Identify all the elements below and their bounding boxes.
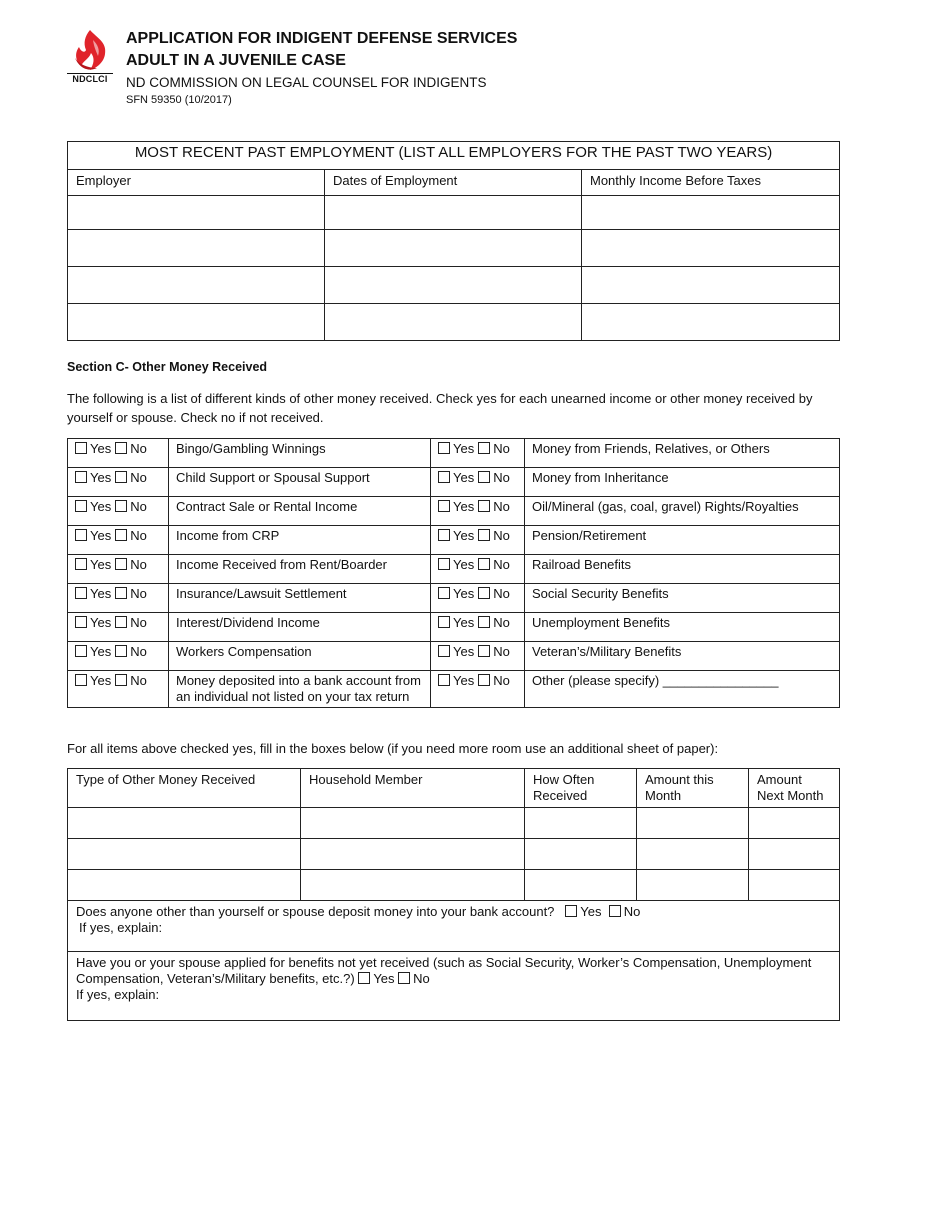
yes-label: Yes (90, 470, 112, 485)
employer-field[interactable] (68, 267, 325, 304)
income-field[interactable] (582, 230, 840, 267)
yes-label: Yes (453, 441, 475, 456)
member-field[interactable] (301, 808, 525, 839)
money-type-label: Social Security Benefits (525, 584, 840, 613)
type-field[interactable] (68, 808, 301, 839)
money-type-row (68, 671, 840, 708)
column-header: Employer (68, 170, 325, 196)
question-text: Have you or your spouse applied for benefits not yet received (such as Social Security, Worker’s Compensation, Unemployment Compensation, Veteran’s/Military benefits, etc.?) (76, 955, 812, 986)
dates-field[interactable] (325, 304, 582, 341)
dates-field[interactable] (325, 230, 582, 267)
column-header: Dates of Employment (325, 170, 582, 196)
no-checkbox[interactable] (115, 645, 127, 657)
yes-checkbox[interactable] (75, 674, 87, 686)
yes-checkbox[interactable] (438, 587, 450, 599)
column-header: How Often Received (525, 769, 637, 808)
no-checkbox[interactable] (115, 442, 127, 454)
yes-label: Yes (453, 644, 475, 659)
money-type-label: Income from CRP (169, 526, 431, 555)
no-label: No (493, 673, 510, 688)
money-type-label: Interest/Dividend Income (169, 613, 431, 642)
amount-next-month-field[interactable] (749, 839, 840, 870)
amount-next-month-field[interactable] (749, 808, 840, 839)
left-yes-no-cell (68, 642, 169, 671)
money-type-row (68, 613, 840, 642)
type-field[interactable] (68, 839, 301, 870)
employer-field[interactable] (68, 196, 325, 230)
column-header: Type of Other Money Received (68, 769, 301, 808)
money-type-label: Contract Sale or Rental Income (169, 497, 431, 526)
no-checkbox[interactable] (115, 529, 127, 541)
yes-checkbox[interactable] (75, 558, 87, 570)
right-yes-no-cell (431, 584, 525, 613)
yes-label: Yes (580, 904, 602, 919)
amount-this-month-field[interactable] (637, 808, 749, 839)
fill-note: For all items above checked yes, fill in the boxes below (if you need more room use an additional sheet of paper): (67, 741, 719, 756)
dates-field[interactable] (325, 196, 582, 230)
explain-label: If yes, explain: (76, 987, 160, 1002)
income-field[interactable] (582, 304, 840, 341)
yes-checkbox[interactable] (565, 905, 577, 917)
yes-label: Yes (453, 557, 475, 572)
money-type-row (68, 642, 840, 671)
yes-label: Yes (90, 586, 112, 601)
money-type-row (68, 584, 840, 613)
left-yes-no-cell (68, 613, 169, 642)
yes-checkbox[interactable] (75, 645, 87, 657)
no-checkbox[interactable] (478, 587, 490, 599)
no-label: No (493, 557, 510, 572)
employment-table (67, 141, 840, 341)
no-label: No (130, 441, 147, 456)
yes-checkbox[interactable] (438, 558, 450, 570)
yes-label: Yes (90, 441, 112, 456)
no-label: No (130, 528, 147, 543)
no-label: No (130, 673, 147, 688)
no-checkbox[interactable] (478, 645, 490, 657)
yes-checkbox[interactable] (358, 972, 370, 984)
no-label: No (130, 586, 147, 601)
no-label: No (130, 557, 147, 572)
no-checkbox[interactable] (115, 500, 127, 512)
no-checkbox[interactable] (478, 529, 490, 541)
no-checkbox[interactable] (478, 442, 490, 454)
left-yes-no-cell (68, 526, 169, 555)
frequency-field[interactable] (525, 870, 637, 901)
ndclci-logo (67, 28, 113, 86)
no-checkbox[interactable] (398, 972, 410, 984)
yes-label: Yes (453, 499, 475, 514)
no-label: No (130, 499, 147, 514)
no-label: No (130, 644, 147, 659)
column-header: Amount Next Month (749, 769, 840, 808)
no-checkbox[interactable] (115, 558, 127, 570)
money-received-table (67, 438, 840, 708)
money-type-label: Pension/Retirement (525, 526, 840, 555)
no-checkbox[interactable] (115, 587, 127, 599)
no-label: No (413, 971, 430, 986)
money-type-label: Veteran’s/Military Benefits (525, 642, 840, 671)
yes-label: Yes (453, 470, 475, 485)
yes-checkbox[interactable] (438, 645, 450, 657)
money-type-label: Oil/Mineral (gas, coal, gravel) Rights/Royalties (525, 497, 840, 526)
no-label: No (493, 528, 510, 543)
other-money-table (67, 768, 840, 1021)
right-yes-no-cell (431, 468, 525, 497)
employer-field[interactable] (68, 230, 325, 267)
bank-deposit-question (68, 901, 840, 952)
column-header: Household Member (301, 769, 525, 808)
yes-checkbox[interactable] (75, 500, 87, 512)
income-field[interactable] (582, 267, 840, 304)
left-yes-no-cell (68, 555, 169, 584)
money-type-label: Income Received from Rent/Boarder (169, 555, 431, 584)
yes-checkbox[interactable] (75, 442, 87, 454)
no-label: No (493, 441, 510, 456)
yes-checkbox[interactable] (438, 674, 450, 686)
no-checkbox[interactable] (478, 471, 490, 483)
yes-label: Yes (453, 615, 475, 630)
right-yes-no-cell (431, 671, 525, 708)
agency-name: ND COMMISSION ON LEGAL COUNSEL FOR INDIGENTS (126, 75, 487, 90)
money-type-label: Money deposited into a bank account from an individual not listed on your tax return (169, 671, 431, 708)
dates-field[interactable] (325, 267, 582, 304)
yes-label: Yes (90, 644, 112, 659)
yes-checkbox[interactable] (75, 471, 87, 483)
money-type-row (68, 468, 840, 497)
yes-label: Yes (90, 615, 112, 630)
no-checkbox[interactable] (478, 500, 490, 512)
yes-label: Yes (90, 557, 112, 572)
income-field[interactable] (582, 196, 840, 230)
yes-checkbox[interactable] (438, 616, 450, 628)
money-type-label: Insurance/Lawsuit Settlement (169, 584, 431, 613)
no-label: No (623, 904, 641, 919)
no-checkbox[interactable] (478, 616, 490, 628)
money-type-label: Other (please specify) ________________ (525, 671, 840, 708)
yes-checkbox[interactable] (438, 442, 450, 454)
amount-this-month-field[interactable] (637, 839, 749, 870)
no-label: No (493, 499, 510, 514)
section-heading: Section C- Other Money Received (67, 360, 268, 374)
column-header: Amount this Month (637, 769, 749, 808)
money-type-row (68, 526, 840, 555)
frequency-field[interactable] (525, 839, 637, 870)
amount-next-month-field[interactable] (749, 870, 840, 901)
yes-checkbox[interactable] (75, 529, 87, 541)
money-type-row (68, 439, 840, 468)
yes-label: Yes (90, 673, 112, 688)
column-header: Monthly Income Before Taxes (582, 170, 840, 196)
yes-label: Yes (453, 673, 475, 688)
yes-label: Yes (373, 971, 395, 986)
yes-label: Yes (90, 499, 112, 514)
left-yes-no-cell (68, 468, 169, 497)
left-yes-no-cell (68, 584, 169, 613)
no-label: No (493, 470, 510, 485)
flame-icon (67, 28, 113, 72)
left-yes-no-cell (68, 497, 169, 526)
right-yes-no-cell (431, 555, 525, 584)
no-label: No (130, 470, 147, 485)
money-type-label: Child Support or Spousal Support (169, 468, 431, 497)
amount-this-month-field[interactable] (637, 870, 749, 901)
member-field[interactable] (301, 870, 525, 901)
no-label: No (493, 586, 510, 601)
no-checkbox[interactable] (115, 616, 127, 628)
yes-checkbox[interactable] (75, 587, 87, 599)
no-checkbox[interactable] (478, 674, 490, 686)
yes-label: Yes (90, 528, 112, 543)
no-label: No (493, 644, 510, 659)
money-type-label: Money from Inheritance (525, 468, 840, 497)
money-type-label: Unemployment Benefits (525, 613, 840, 642)
question-text: Does anyone other than yourself or spouse deposit money into your bank account? (76, 904, 555, 919)
yes-checkbox[interactable] (75, 616, 87, 628)
no-checkbox[interactable] (115, 471, 127, 483)
right-yes-no-cell (431, 526, 525, 555)
form-number: SFN 59350 (10/2017) (126, 94, 232, 106)
no-checkbox[interactable] (115, 674, 127, 686)
right-yes-no-cell (431, 439, 525, 468)
left-yes-no-cell (68, 439, 169, 468)
no-label: No (130, 615, 147, 630)
no-label: No (493, 615, 510, 630)
money-type-row (68, 497, 840, 526)
yes-checkbox[interactable] (438, 471, 450, 483)
money-type-label: Money from Friends, Relatives, or Others (525, 439, 840, 468)
employment-caption: MOST RECENT PAST EMPLOYMENT (LIST ALL EMPLOYERS FOR THE PAST TWO YEARS) (68, 142, 840, 170)
frequency-field[interactable] (525, 808, 637, 839)
yes-label: Yes (453, 528, 475, 543)
money-type-label: Bingo/Gambling Winnings (169, 439, 431, 468)
explain-label: If yes, explain: (79, 920, 163, 935)
yes-checkbox[interactable] (438, 500, 450, 512)
section-intro: The following is a list of different kinds of other money received. Check yes for each unearned income or other money received by yourself or spouse. Check no if not received. (67, 391, 813, 425)
form-subtitle: ADULT IN A JUVENILE CASE (126, 52, 346, 69)
right-yes-no-cell (431, 497, 525, 526)
employer-field[interactable] (68, 304, 325, 341)
no-checkbox[interactable] (478, 558, 490, 570)
form-title: APPLICATION FOR INDIGENT DEFENSE SERVICES (126, 30, 518, 47)
member-field[interactable] (301, 839, 525, 870)
logo-text: NDCLCI (67, 73, 113, 85)
yes-label: Yes (453, 586, 475, 601)
benefits-applied-question (68, 952, 840, 1021)
no-checkbox[interactable] (609, 905, 621, 917)
right-yes-no-cell (431, 642, 525, 671)
right-yes-no-cell (431, 613, 525, 642)
left-yes-no-cell (68, 671, 169, 708)
money-type-row (68, 555, 840, 584)
money-type-label: Workers Compensation (169, 642, 431, 671)
yes-checkbox[interactable] (438, 529, 450, 541)
money-type-label: Railroad Benefits (525, 555, 840, 584)
type-field[interactable] (68, 870, 301, 901)
